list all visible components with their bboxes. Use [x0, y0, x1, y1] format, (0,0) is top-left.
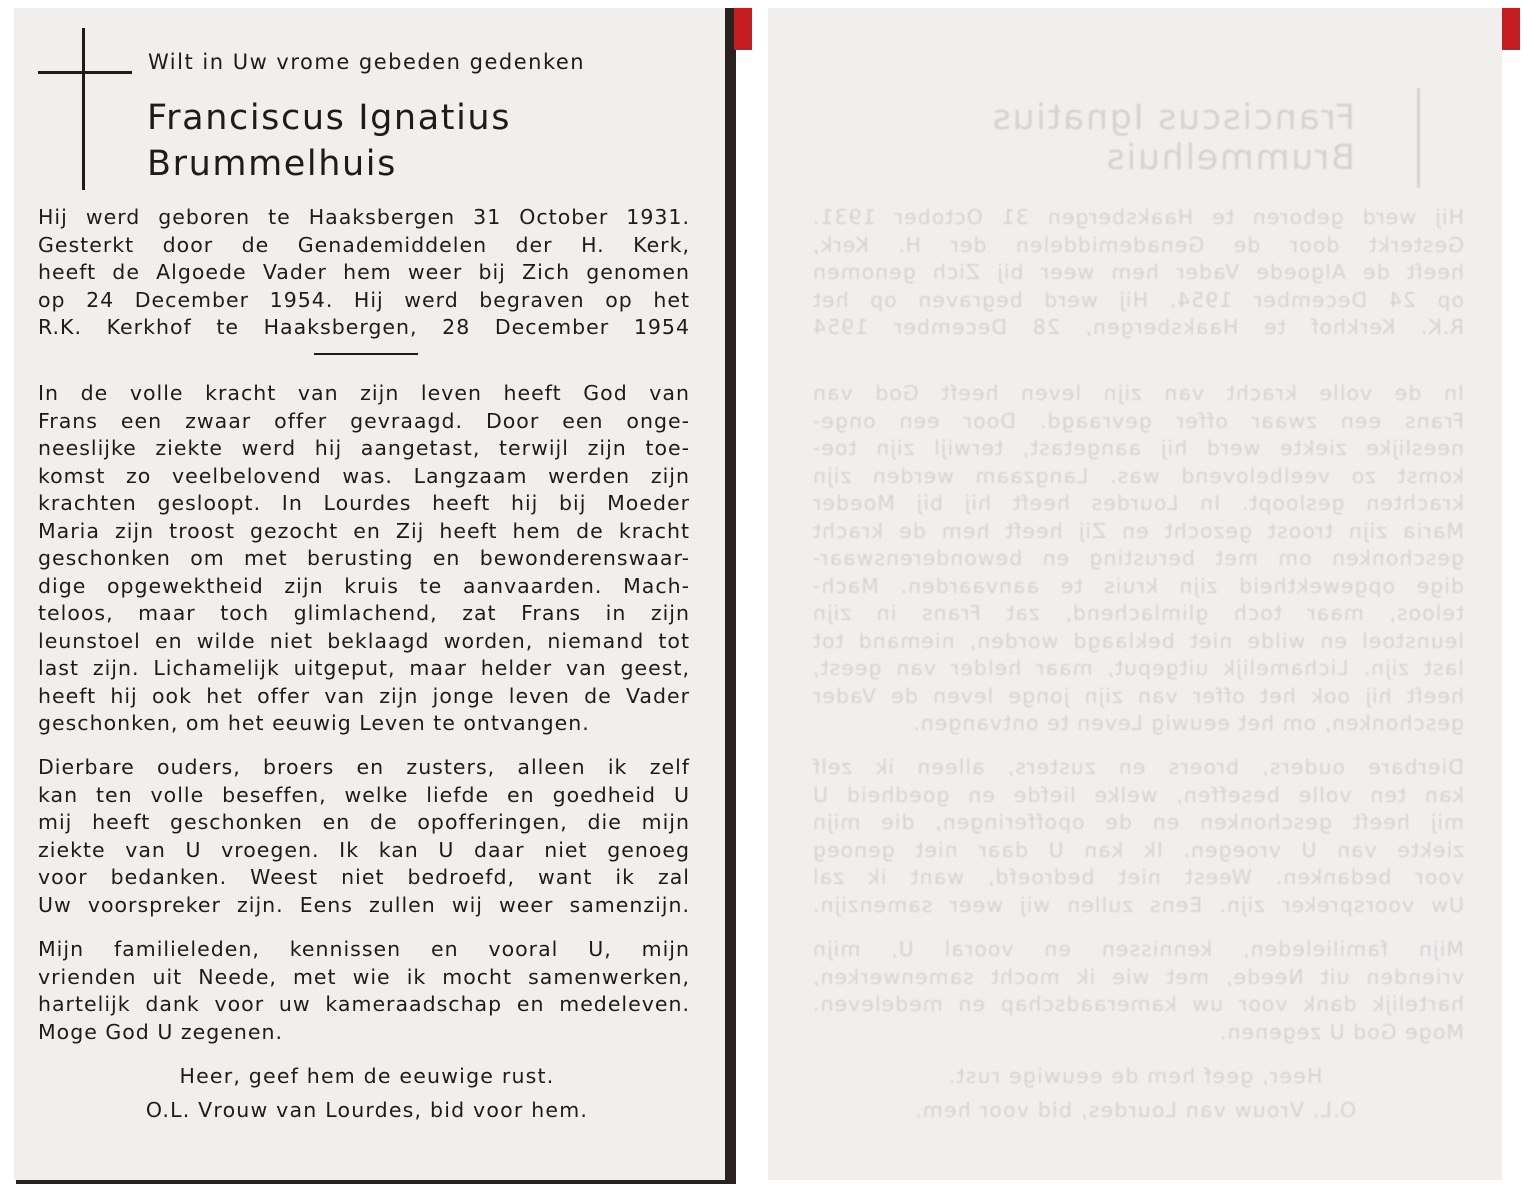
ghost-line: geschonken, om het eeuwig Leven te ontvangen.: [912, 711, 1464, 735]
text-line: vrienden uit Neede, met wie ik mocht samenwerken,: [38, 964, 690, 989]
text-line: last zijn. Lichamelijk uitgeput, maar helder van geest,: [38, 656, 690, 680]
ghost-line: heeft de Algoede Vader hem weer bij Zich genomen: [812, 260, 1464, 284]
ghost-line: Maria zijn troost gezocht en Zij heeft hem de kracht: [812, 518, 1464, 543]
biography: [38, 204, 690, 342]
text-line: teloos, maar toch glimlachend, zat Frans in zijn: [38, 601, 690, 625]
closing-prayer-1: Heer, geef hem de eeuwige rust.: [179, 1064, 555, 1088]
cross-icon: [82, 28, 85, 190]
text-line: geschonken, om het eeuwig Leven te ontvangen.: [38, 711, 590, 735]
ghost-line: dige opgewektheid zijn kruis te aanvaarden. Mach-: [812, 573, 1464, 598]
ghost-line: voor bedanken. Weest niet bedroefd, want ik zal: [812, 865, 1464, 889]
text-line: krachten gesloopt. In Lourdes heeft hij bij Moeder: [38, 491, 690, 515]
ghost-paragraph-3: [812, 936, 1464, 1046]
show-through-ghost: [768, 8, 1488, 1180]
text-line: komst zo veelbelovend was. Langzaam werden zijn: [38, 463, 690, 488]
paragraph-2: [38, 754, 690, 919]
bio-line: Gesterkt door de Genademiddelen der H. Kerk,: [38, 232, 690, 257]
text-line: dige opgewektheid zijn kruis te aanvaarden. Mach-: [38, 573, 690, 598]
text-line: ziekte van U vroegen. Ik kan U daar niet genoeg: [38, 837, 690, 862]
card-edge-mark: [734, 8, 752, 50]
ghost-line: heeft hij ook het offer van zijn jonge leven de Vader: [812, 683, 1464, 708]
ghost-line: geschonken om met berusting en bewonderenswaar-: [812, 546, 1464, 570]
ghost-paragraph-1: [812, 380, 1464, 738]
divider: [314, 353, 418, 355]
memorial-card-back: [768, 8, 1502, 1180]
ghost-line: Gesterkt door de Genademiddelen der H. Kerk,: [812, 232, 1464, 257]
closing-prayer-2: O.L. Vrouw van Lourdes, bid voor hem.: [145, 1098, 589, 1122]
text-line: Moge God U zegenen.: [38, 1019, 283, 1044]
ghost-line: leunstoel en wilde niet beklaagd worden, niemand tot: [812, 628, 1464, 653]
ghost-bio: [812, 204, 1464, 342]
ghost-name: [991, 98, 1355, 178]
ghost-cross: [1417, 88, 1420, 188]
text-line: kan ten volle beseffen, welke liefde en goedheid U: [38, 782, 690, 807]
memorial-card-front: [14, 8, 734, 1180]
text-line: geschonken om met berusting en bewonderenswaar-: [38, 546, 690, 570]
ghost-line: Hij werd geboren te Haaksbergen 31 October 1931.: [812, 205, 1464, 229]
ghost-line: Mijn familieleden, kennissen en vooral U, mijn: [812, 937, 1464, 961]
ghost-line: mij heeft geschonken en de opofferingen, die mijn: [812, 810, 1464, 834]
ghost-paragraph-2: [812, 754, 1464, 919]
prayer-line: Wilt in Uw vrome gebeden gedenken: [148, 50, 586, 74]
text-line: Mijn familieleden, kennissen en vooral U, mijn: [38, 937, 690, 961]
text-line: hartelijk dank voor uw kameraadschap en medeleven.: [38, 992, 690, 1016]
text-line: Frans een zwaar offer gevraagd. Door een onge-: [38, 408, 690, 433]
text-line: Maria zijn troost gezocht en Zij heeft hem de kracht: [38, 518, 690, 543]
ghost-line: hartelijk dank voor uw kameraadschap en medeleven.: [812, 992, 1464, 1016]
text-line: heeft hij ook het offer van zijn jonge leven de Vader: [38, 683, 690, 708]
bio-line: R.K. Kerkhof te Haaksbergen, 28 December 1954: [38, 315, 690, 339]
ghost-closing-2: O.L. Vrouw van Lourdes, bid voor hem.: [913, 1098, 1357, 1122]
ghost-line: R.K. Kerkhof te Haaksbergen, 28 December 1954: [812, 315, 1464, 339]
ghost-content: [768, 8, 1488, 1180]
ghost-line: vrienden uit Neede, met wie ik mocht samenwerken,: [812, 964, 1464, 989]
ghost-line: op 24 December 1954. Hij werd begraven op het: [812, 287, 1464, 312]
ghost-line: last zijn. Lichamelijk uitgeput, maar helder van geest,: [812, 656, 1464, 680]
text-line: mij heeft geschonken en de opofferingen, die mijn: [38, 810, 690, 834]
bio-line: heeft de Algoede Vader hem weer bij Zich genomen: [38, 260, 690, 284]
ghost-line: Uw voorspreker zijn. Eens zullen wij weer samenzijn.: [812, 892, 1464, 917]
ghost-line: Dierbare ouders, broers en zusters, alleen ik zelf: [812, 755, 1464, 779]
text-line: voor bedanken. Weest niet bedroefd, want ik zal: [38, 865, 690, 889]
ghost-line: kan ten volle beseffen, welke liefde en goedheid U: [812, 782, 1464, 807]
text-line: leunstoel en wilde niet beklaagd worden, niemand tot: [38, 628, 690, 653]
ghost-line: In de volle kracht van zijn leven heeft God van: [812, 381, 1464, 405]
paragraph-1: [38, 380, 690, 738]
ghost-line: ziekte van U vroegen. Ik kan U daar niet genoeg: [812, 837, 1464, 862]
ghost-name-first: Franciscus Ignatius: [990, 98, 1355, 138]
card-edge-mark: [1502, 8, 1520, 50]
cross-icon-bar: [38, 71, 132, 74]
ghost-line: Moge God U zegenen.: [1219, 1019, 1464, 1044]
bio-line: op 24 December 1954. Hij werd begraven op het: [38, 287, 690, 312]
ghost-line: Frans een zwaar offer gevraagd. Door een onge-: [812, 408, 1464, 433]
ghost-line: teloos, maar toch glimlachend, zat Frans in zijn: [812, 601, 1464, 625]
ghost-line: komst zo veelbelovend was. Langzaam werden zijn: [812, 463, 1464, 488]
deceased-name-last: Brummelhuis: [147, 144, 397, 184]
text-line: Uw voorspreker zijn. Eens zullen wij weer samenzijn.: [38, 892, 690, 917]
deceased-name-first: Franciscus Ignatius: [147, 98, 512, 138]
paragraph-3: [38, 936, 690, 1046]
ghost-line: krachten gesloopt. In Lourdes heeft hij bij Moeder: [812, 491, 1464, 515]
text-line: In de volle kracht van zijn leven heeft God van: [38, 381, 690, 405]
bio-line: Hij werd geboren te Haaksbergen 31 October 1931.: [38, 205, 690, 229]
text-line: neeslijke ziekte werd hij aangetast, terwijl zijn toe-: [38, 436, 690, 460]
text-line: Dierbare ouders, broers en zusters, alleen ik zelf: [38, 755, 690, 779]
ghost-name-last: Brummelhuis: [1105, 138, 1355, 178]
ghost-line: neeslijke ziekte werd hij aangetast, terwijl zijn toe-: [812, 436, 1464, 460]
ghost-closing-1: Heer, geef hem de eeuwige rust.: [947, 1064, 1323, 1088]
